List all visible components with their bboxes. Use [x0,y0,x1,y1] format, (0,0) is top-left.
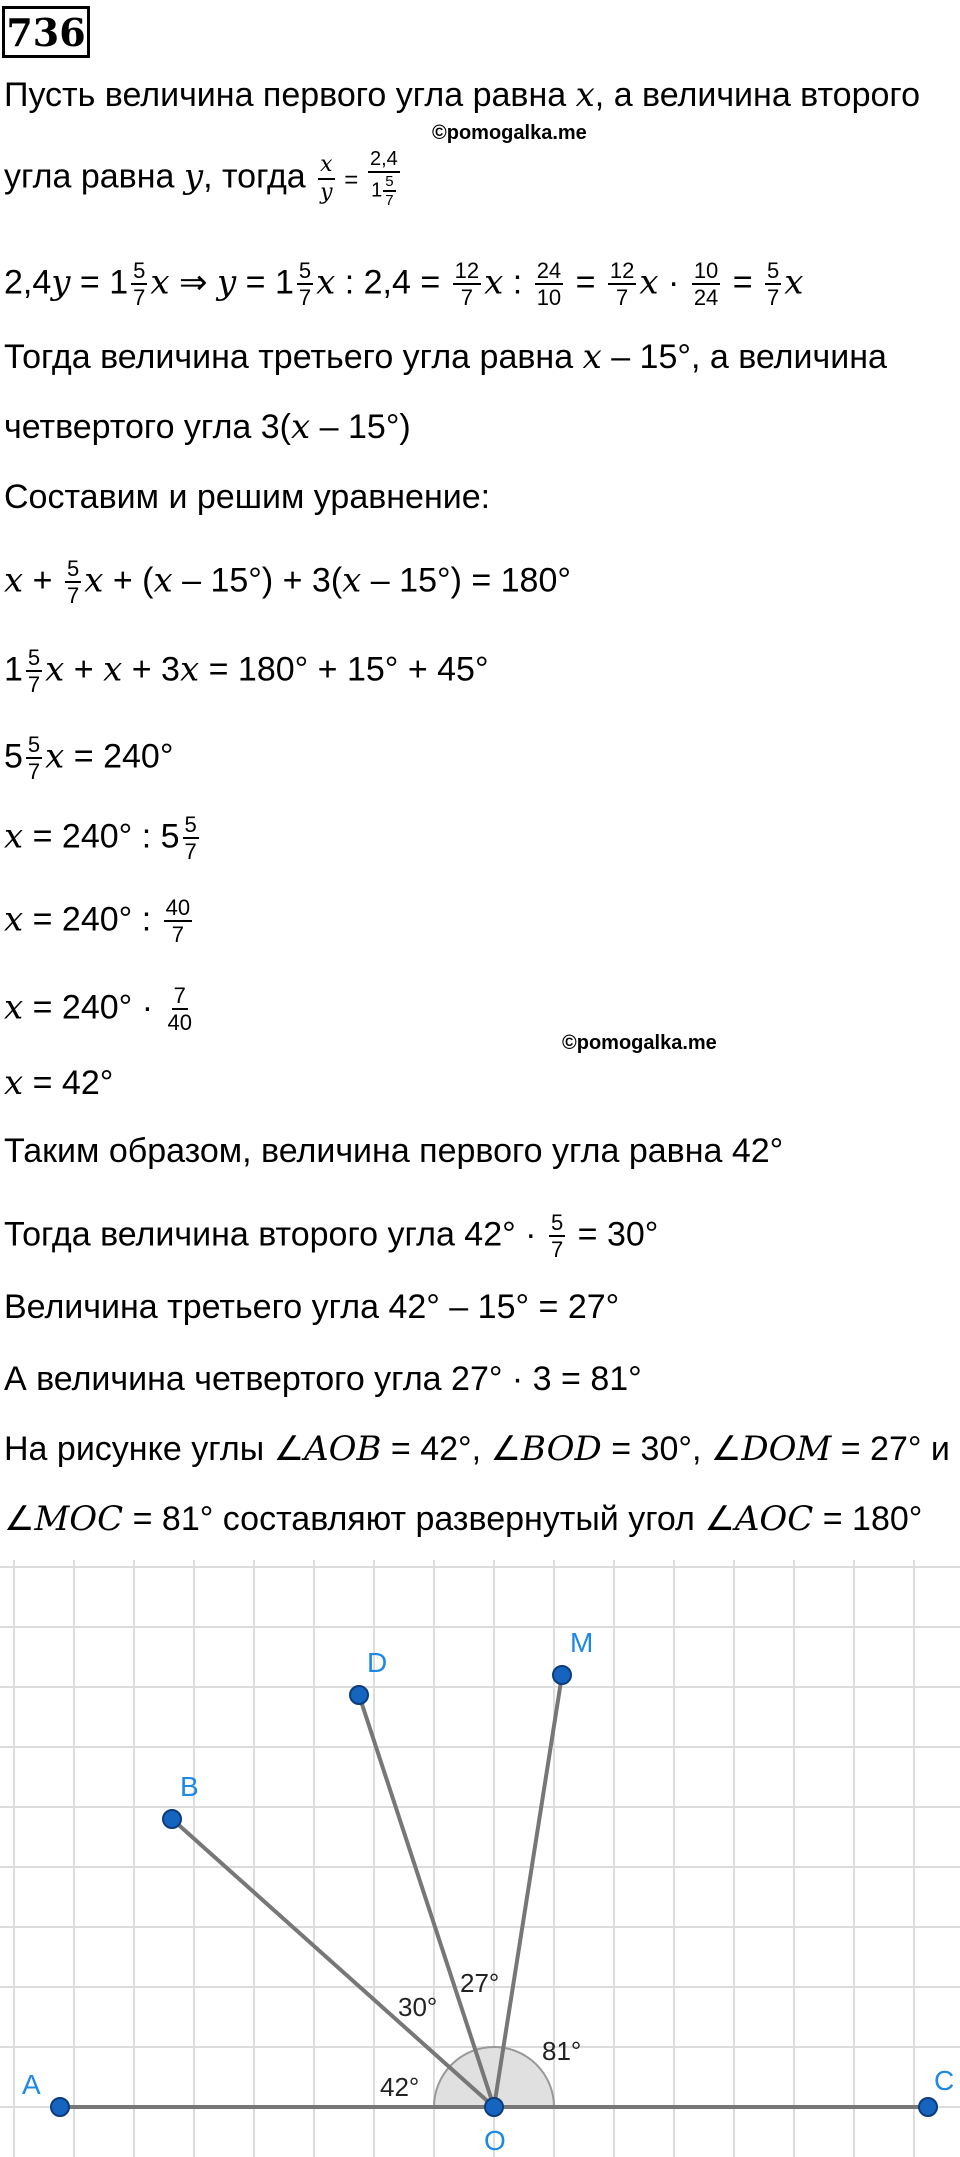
text-line-5: четвертого угла 3(x – 15°) [4,407,411,447]
watermark: ©pomogalka.me [432,122,587,144]
text-line-1 [4,75,920,115]
angle-label-MOC: 81° [542,2036,582,2066]
text: , а величина второго [594,76,920,114]
equation-line-8: 1 $\frac{5}{7}$ x + x + 3x = 180° + 15° + 45° [4,645,489,698]
text-line-16: Величина третьего угла 42° – 15° = 27° [4,1288,620,1326]
angle-label-AOB: 42° [380,2072,420,2102]
text-line-19: ∠MOC = 81° составляют развернутый угол ∠AOC = 180° [4,1499,923,1539]
angle-label-BOD: 30° [398,1992,438,2022]
angle-label-DOM: 27° [460,1968,500,1998]
equation-line-9: 5 $\frac{5}{7}$ x = 240° [4,732,174,785]
equation-line-10: x = 240° : 5 $\frac{5}{7}$ [4,812,197,865]
text-line-6: Составим и решим уравнение: [4,478,491,516]
equation-line-11: x = 240° : $\frac{40}{7}$ [4,895,191,948]
watermark: ©pomogalka.me [562,1032,717,1054]
point-D [350,1686,368,1704]
problem-number: 736 [2,6,90,58]
text-line-3: 2,4y = 1 $\frac{5}{7}$ x ⇒ y = 1 $\frac{5}{7}$ x : 2,4 = $\frac{12}{7}$ x : $\frac{24}{10}$ = $\frac{12}{7}$ x · $\frac{10}{24}$ = $\frac{5}{7}$ x [4,258,804,311]
equation-line-7: x + $\frac{5}{7}$ x + (x – 15°) + 3(x – 15°) = 180° [4,556,571,609]
label-C: C [934,2065,955,2096]
math-var: x [575,75,595,115]
text: угла равна [4,157,184,196]
text-line-2 [4,148,403,210]
fraction: 2,4 1 $\frac{5}{7}$ [369,148,398,210]
point-B [163,1810,181,1828]
label-B: B [180,1771,199,1802]
text-line-4: Тогда величина третьего угла равна x – 15°, а величина [4,337,887,377]
text-line-17: А величина четвертого угла 27° · 3 = 81° [4,1360,642,1398]
point-C [919,2098,937,2116]
equation-line-13: x = 42° [4,1063,114,1103]
label-M: M [570,1627,594,1658]
text-line-15: Тогда величина второго угла 42° · $\frac{5}{7}$ = 30° [4,1210,659,1263]
label-A: A [22,2069,41,2100]
text: Пусть величина первого угла равна [4,76,576,114]
point-O [485,2098,503,2116]
fraction: $\frac{x}{y}$ [320,152,333,205]
label-D: D [367,1647,388,1678]
point-A [51,2098,69,2116]
equation-line-12: x = 240° · $\frac{7}{40}$ [4,983,192,1036]
label-O: O [484,2125,506,2156]
text: , тогда [203,157,316,196]
text-line-18: На рисунке углы ∠AOB = 42°, ∠BOD = 30°, ∠DOM = 27° и [4,1429,950,1469]
text: = [337,166,365,194]
angle-diagram [0,1560,960,2157]
math-var: y [183,156,204,197]
point-M [553,1666,571,1684]
text-line-14: Таким образом, величина первого угла равна 42° [4,1132,784,1170]
